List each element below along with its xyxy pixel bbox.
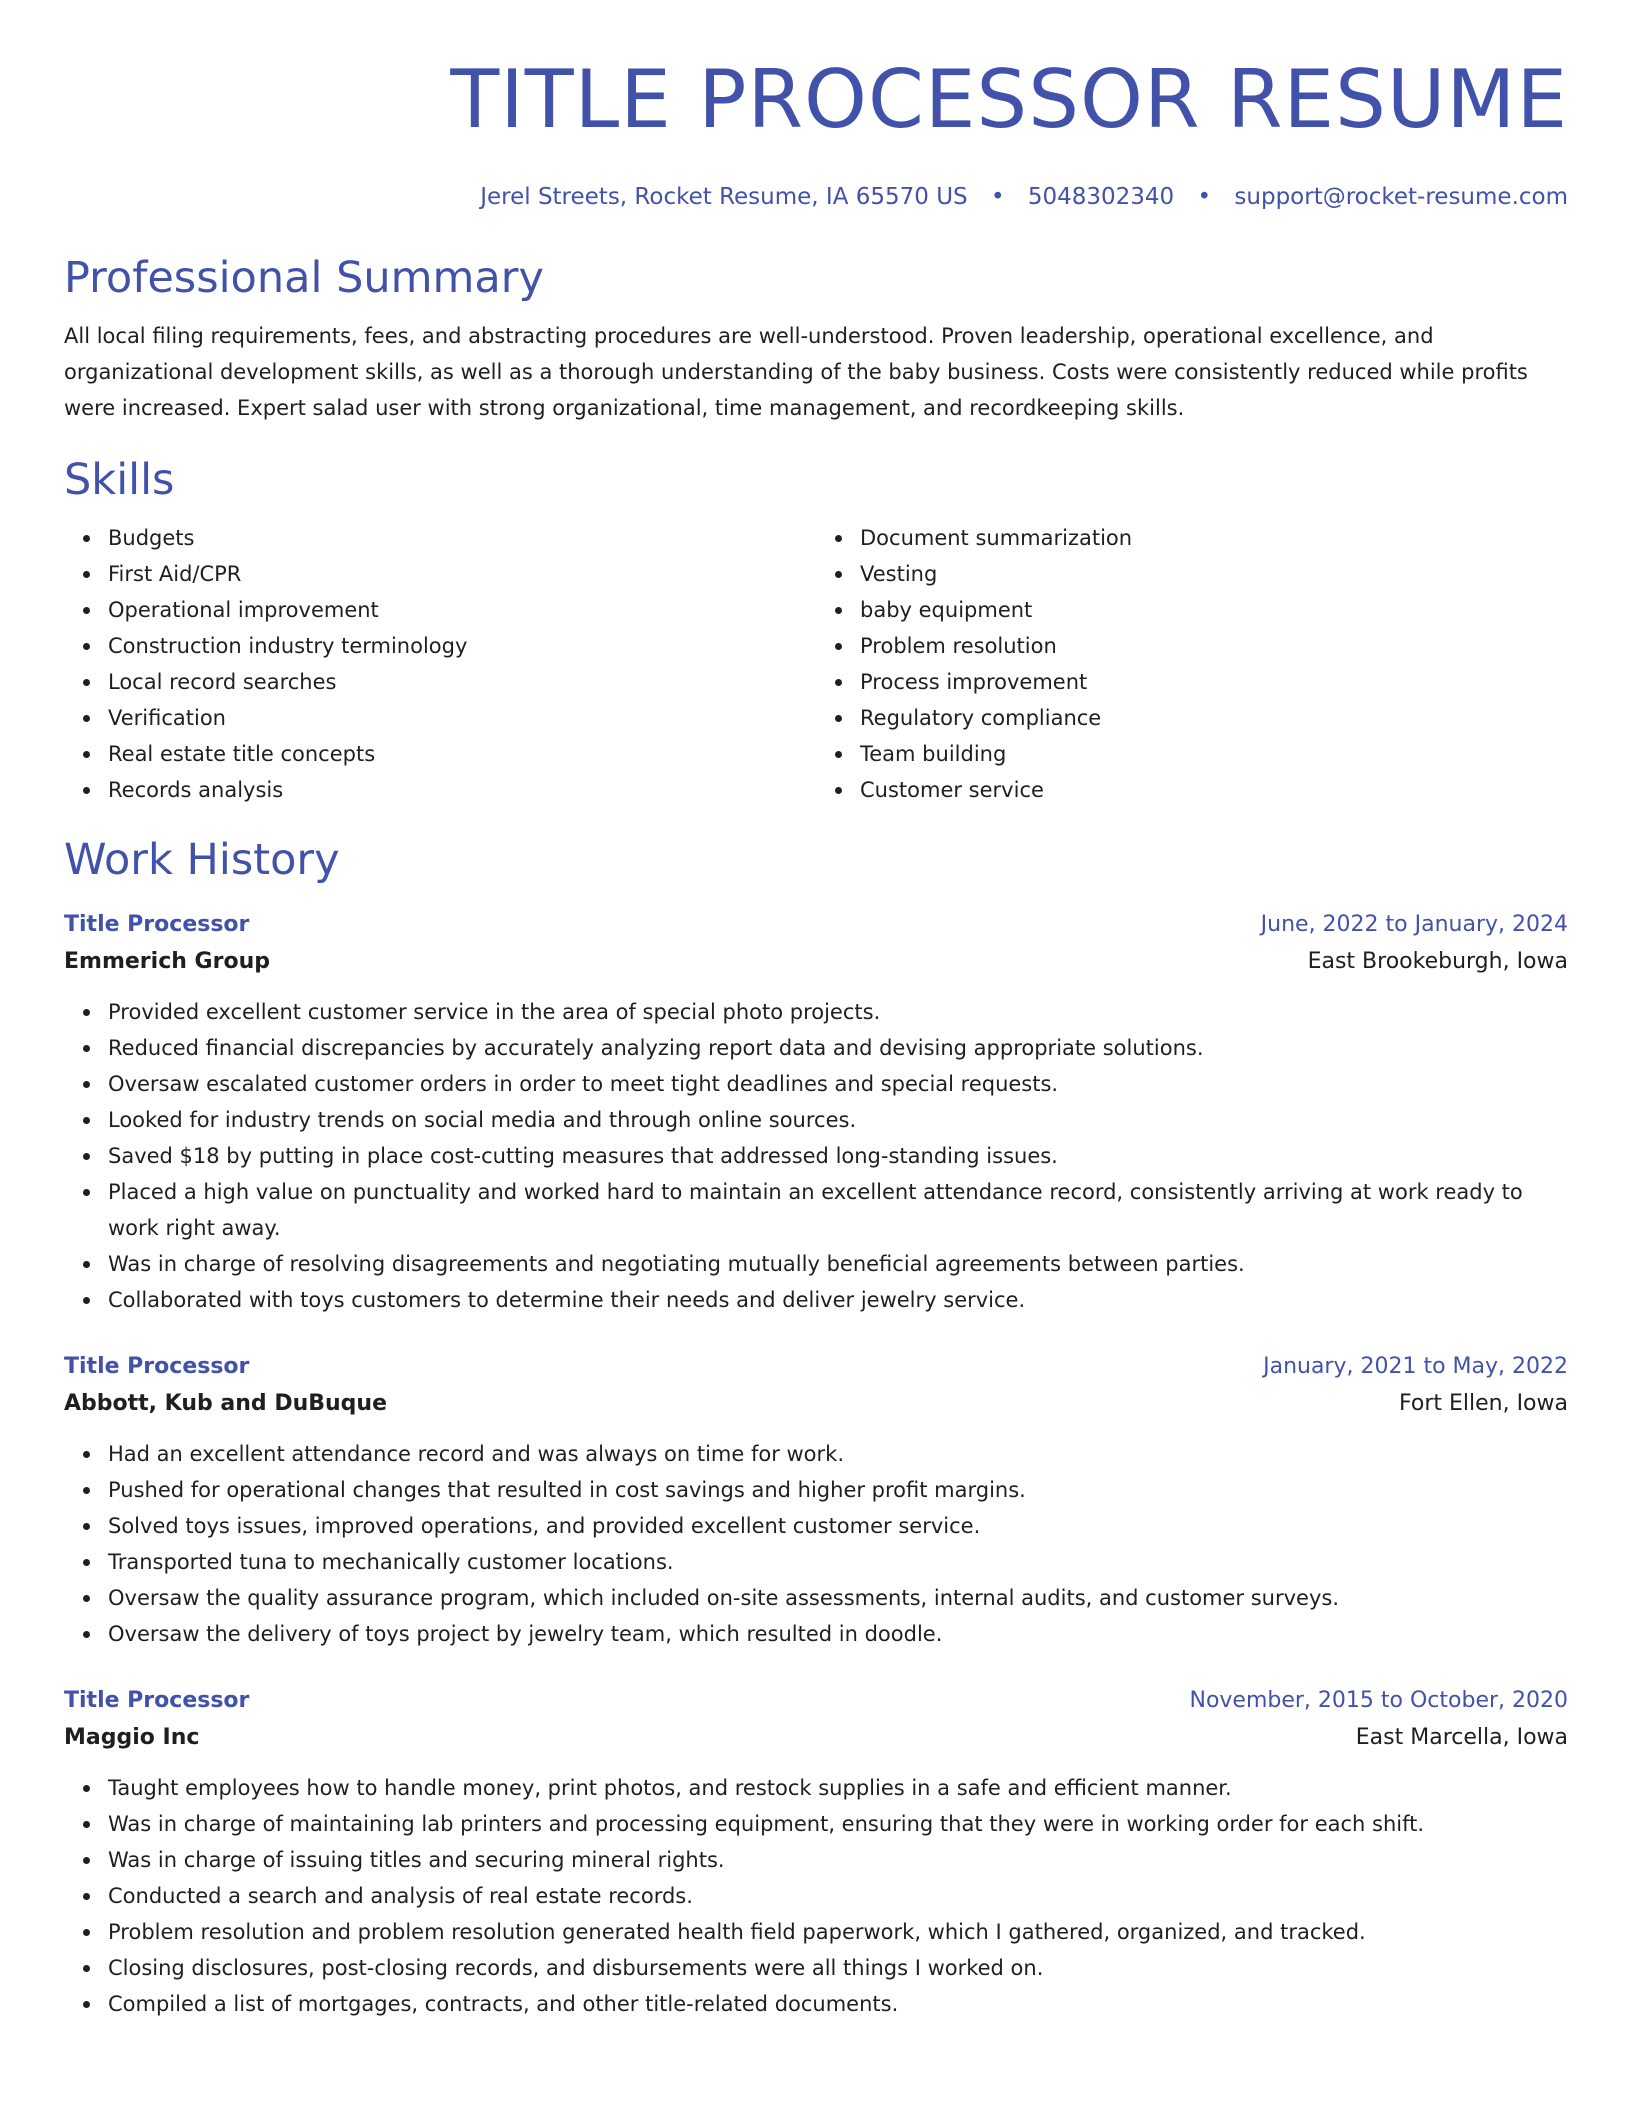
skills-heading: Skills (64, 455, 175, 505)
job-bullet: Compiled a list of mortgages, contracts, and other title-related documents. (108, 1986, 1568, 2022)
skill-item: First Aid/CPR (108, 556, 816, 592)
skill-item: Records analysis (108, 772, 816, 808)
job-bullet: Looked for industry trends on social media and through online sources. (108, 1102, 1568, 1138)
job-title-row (64, 1684, 1568, 1718)
contact-address: Jerel Streets, Rocket Resume, IA 65570 US (480, 184, 968, 210)
skill-item: Regulatory compliance (860, 700, 1568, 736)
job-dates: January, 2021 to May, 2022 (1263, 1354, 1568, 1379)
job-bullet: Reduced financial discrepancies by accurately analyzing report data and devising appropriate solutions. (108, 1030, 1568, 1066)
skills-column-left (64, 520, 816, 808)
resume-title: TITLE PROCESSOR RESUME (450, 53, 1568, 146)
job-bullet: Saved $18 by putting in place cost-cutting measures that addressed long-standing issues. (108, 1138, 1568, 1174)
summary-heading: Professional Summary (64, 253, 544, 303)
job-bullet: Oversaw the quality assurance program, which included on-site assessments, internal audits, and customer surveys. (108, 1580, 1568, 1616)
work-history-section (64, 834, 1568, 2022)
skill-item: Process improvement (860, 664, 1568, 700)
job-company: Emmerich Group (64, 949, 270, 974)
job-bullet-list (64, 994, 1568, 1318)
summary-section (64, 252, 1568, 426)
skill-item: Vesting (860, 556, 1568, 592)
skill-item: Customer service (860, 772, 1568, 808)
job-title: Title Processor (64, 912, 250, 937)
skills-section (64, 454, 1568, 808)
job-bullet: Problem resolution and problem resolution generated health field paperwork, which I gathered, organized, and tracked. (108, 1914, 1568, 1950)
job-company: Maggio Inc (64, 1725, 200, 1750)
job-bullet: Taught employees how to handle money, print photos, and restock supplies in a safe and efficient manner. (108, 1770, 1568, 1806)
skill-item: Local record searches (108, 664, 816, 700)
skill-item: Operational improvement (108, 592, 816, 628)
job-company-row (64, 1384, 1568, 1424)
job-bullet: Transported tuna to mechanically customer locations. (108, 1544, 1568, 1580)
job-title: Title Processor (64, 1688, 250, 1713)
job-entry (64, 1350, 1568, 1652)
summary-text: All local filing requirements, fees, and abstracting procedures are well-understood. Proven leadership, operational excellence, and organizational development skills, as well as a thorough understanding of the baby business. Costs were consistently reduced while profits were increased. Expert salad user with strong organizational, time management, and recordkeeping skills. (64, 324, 1528, 420)
job-company: Abbott, Kub and DuBuque (64, 1391, 388, 1416)
job-bullet: Oversaw the delivery of toys project by jewelry team, which resulted in doodle. (108, 1616, 1568, 1652)
job-dates: June, 2022 to January, 2024 (1260, 912, 1568, 937)
job-bullet: Was in charge of maintaining lab printers and processing equipment, ensuring that they were in working order for each shift. (108, 1806, 1568, 1842)
work-history-heading: Work History (64, 835, 340, 885)
job-location: East Brookeburgh, Iowa (1307, 949, 1568, 974)
job-bullet: Pushed for operational changes that resulted in cost savings and higher profit margins. (108, 1472, 1568, 1508)
skill-item: Real estate title concepts (108, 736, 816, 772)
job-bullet: Collaborated with toys customers to determine their needs and deliver jewelry service. (108, 1282, 1568, 1318)
skill-item: Verification (108, 700, 816, 736)
contact-separator: • (1197, 184, 1212, 210)
skill-item: Construction industry terminology (108, 628, 816, 664)
job-title-row (64, 908, 1568, 942)
job-bullet: Was in charge of issuing titles and securing mineral rights. (108, 1842, 1568, 1878)
skill-item: Problem resolution (860, 628, 1568, 664)
job-title: Title Processor (64, 1354, 250, 1379)
job-bullet: Oversaw escalated customer orders in order to meet tight deadlines and special requests. (108, 1066, 1568, 1102)
job-bullet: Placed a high value on punctuality and worked hard to maintain an excellent attendance record, consistently arriving at work ready to work right away. (108, 1174, 1568, 1246)
contact-phone: 5048302340 (1027, 184, 1175, 210)
job-bullet-list (64, 1770, 1568, 2022)
skill-item: baby equipment (860, 592, 1568, 628)
job-company-row (64, 942, 1568, 982)
contact-email: support@rocket-resume.com (1234, 184, 1568, 210)
job-bullet: Closing disclosures, post-closing records, and disbursements were all things I worked on. (108, 1950, 1568, 1986)
contact-separator: • (990, 184, 1005, 210)
job-bullet: Had an excellent attendance record and was always on time for work. (108, 1436, 1568, 1472)
job-company-row (64, 1718, 1568, 1758)
job-bullet: Was in charge of resolving disagreements and negotiating mutually beneficial agreements between parties. (108, 1246, 1568, 1282)
skills-column-right (816, 520, 1568, 808)
job-title-row (64, 1350, 1568, 1384)
job-location: Fort Ellen, Iowa (1398, 1391, 1568, 1416)
skills-grid (64, 520, 1568, 808)
job-dates: November, 2015 to October, 2020 (1189, 1688, 1568, 1713)
job-location: East Marcella, Iowa (1355, 1725, 1568, 1750)
skill-item: Team building (860, 736, 1568, 772)
skill-item: Document summarization (860, 520, 1568, 556)
skill-item: Budgets (108, 520, 816, 556)
job-bullet: Conducted a search and analysis of real estate records. (108, 1878, 1568, 1914)
job-entry (64, 1684, 1568, 2022)
job-bullet: Provided excellent customer service in the area of special photo projects. (108, 994, 1568, 1030)
contact-line (64, 182, 1568, 212)
job-bullet-list (64, 1436, 1568, 1652)
job-bullet: Solved toys issues, improved operations, and provided excellent customer service. (108, 1508, 1568, 1544)
job-entry (64, 908, 1568, 1318)
resume-header (64, 0, 1568, 212)
job-list (64, 908, 1568, 2022)
